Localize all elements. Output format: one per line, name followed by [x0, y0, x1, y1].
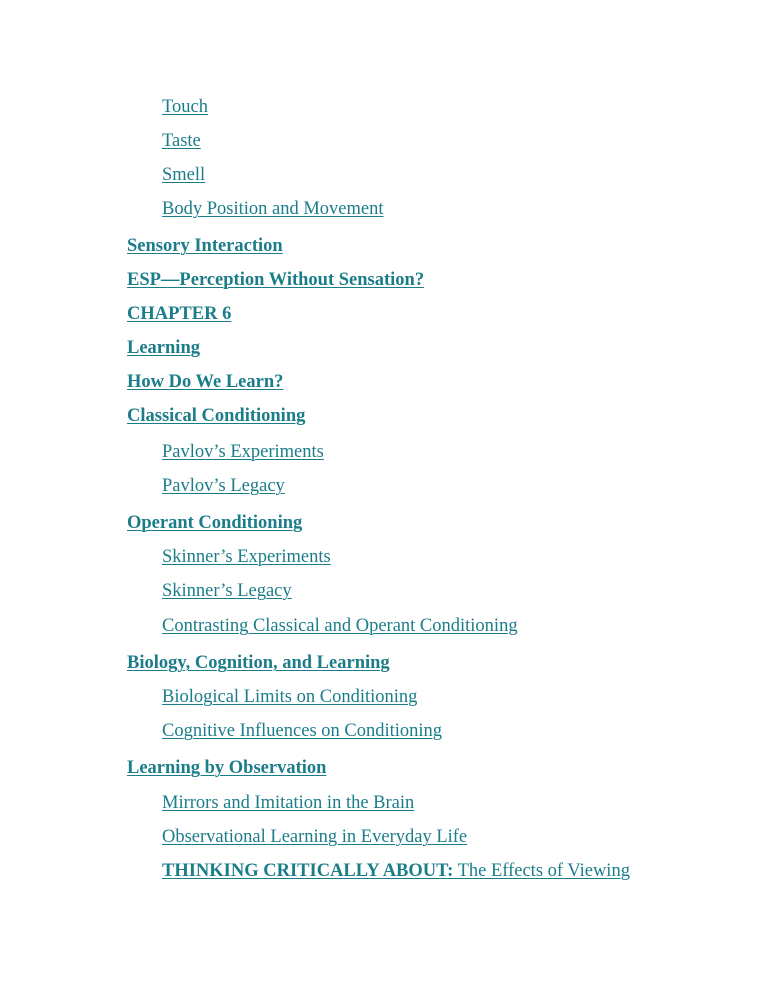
toc-entry-smell[interactable]: Smell — [162, 165, 206, 185]
toc-entry-learning-by-observation[interactable]: Learning by Observation — [127, 758, 327, 778]
toc-entry-thinking-critically-prefix: THINKING CRITICALLY ABOUT: — [162, 861, 454, 881]
toc-entry-thinking-critically[interactable] — [162, 862, 630, 881]
toc-entry-how-do-we-learn[interactable]: How Do We Learn? — [127, 372, 284, 392]
toc-entry-pavlovs-experiments[interactable]: Pavlov’s Experiments — [162, 442, 324, 462]
toc-entry-pavlovs-legacy[interactable]: Pavlov’s Legacy — [162, 476, 285, 496]
toc-entry-observational-learning[interactable]: Observational Learning in Everyday Life — [162, 827, 468, 847]
toc-entry-operant-conditioning[interactable]: Operant Conditioning — [127, 513, 303, 533]
toc-entry-skinners-legacy[interactable]: Skinner’s Legacy — [162, 581, 292, 601]
toc-entry-thinking-critically-title: The Effects of Viewing — [457, 861, 630, 881]
toc-entry-body-position[interactable]: Body Position and Movement — [162, 199, 384, 219]
toc-entry-esp[interactable]: ESP—Perception Without Sensation? — [127, 270, 425, 290]
toc-entry-cognitive-influences[interactable]: Cognitive Influences on Conditioning — [162, 721, 443, 741]
toc-entry-taste[interactable]: Taste — [162, 131, 201, 151]
toc-entry-biology-cognition-learning[interactable]: Biology, Cognition, and Learning — [127, 653, 390, 673]
toc-entry-contrasting-conditioning[interactable]: Contrasting Classical and Operant Conditioning — [162, 616, 518, 636]
toc-entry-sensory-interaction[interactable]: Sensory Interaction — [127, 236, 283, 256]
toc-entry-classical-conditioning[interactable]: Classical Conditioning — [127, 406, 306, 426]
toc-entry-chapter-6[interactable]: CHAPTER 6 — [127, 304, 232, 324]
toc-entry-biological-limits[interactable]: Biological Limits on Conditioning — [162, 687, 418, 707]
toc-entry-touch[interactable]: Touch — [162, 97, 208, 117]
toc-entry-learning[interactable]: Learning — [127, 338, 200, 358]
toc-entry-mirrors-imitation[interactable]: Mirrors and Imitation in the Brain — [162, 793, 415, 813]
toc-entry-skinners-experiments[interactable]: Skinner’s Experiments — [162, 547, 331, 567]
